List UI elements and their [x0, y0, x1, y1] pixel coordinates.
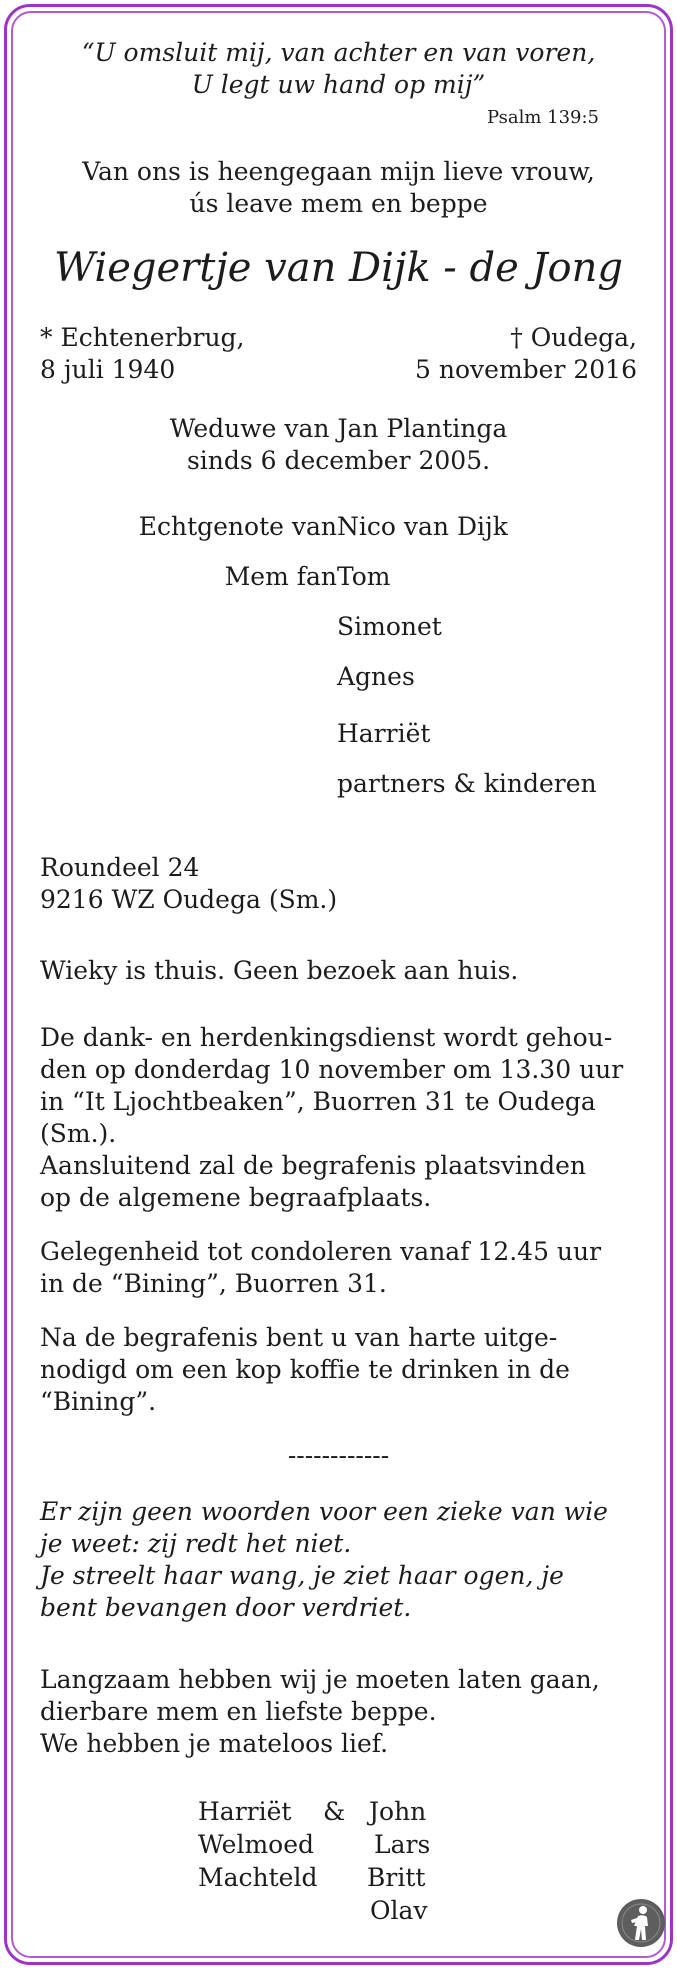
- memorial-logo-icon[interactable]: [617, 1899, 665, 1947]
- child-name: Simonet: [337, 612, 442, 641]
- death-date: 5 november 2016: [415, 355, 637, 384]
- birth-date: 8 juli 1940: [40, 355, 176, 384]
- signature-name: Harriët: [198, 1797, 292, 1826]
- ampersand: &: [323, 1797, 346, 1826]
- signature-name: Welmoed: [198, 1830, 315, 1859]
- poem-line-3: Je streelt haar wang, je ziet haar ogen, je: [40, 1561, 564, 1590]
- child-name: Agnes: [337, 662, 415, 691]
- psalm-reference: Psalm 139:5: [486, 107, 599, 128]
- signature-name: Olav: [370, 1896, 428, 1925]
- family-note: partners & kinderen: [337, 769, 597, 798]
- address-line-1: Roundeel 24: [40, 853, 200, 882]
- intro-line-2: ús leave mem en beppe: [189, 189, 488, 218]
- mother-label: Mem fan: [224, 562, 337, 591]
- farewell-line-2: dierbare mem en liefste beppe.: [40, 1697, 437, 1726]
- signature-name: John: [369, 1797, 427, 1826]
- farewell-line-3: We hebben je mateloos lief.: [40, 1729, 389, 1758]
- service-line-2: den op donderdag 10 november om 13.30 uur: [40, 1055, 624, 1084]
- birth-place: * Echtenerbrug,: [40, 323, 245, 352]
- divider: ------------: [287, 1441, 390, 1470]
- intro-line-1: Van ons is heengegaan mijn lieve vrouw,: [82, 157, 595, 186]
- coffee-line-2: nodigd om een kop koffie te drinken in de: [40, 1355, 570, 1384]
- coffee-line-3: “Bining”.: [40, 1387, 157, 1416]
- death-place: † Oudega,: [510, 323, 637, 352]
- service-line-1: De dank- en herdenkingsdienst wordt gehou-: [40, 1023, 613, 1052]
- service-line-5: Aansluitend zal de begrafenis plaatsvinden: [40, 1151, 587, 1180]
- coffee-line-1: Na de begrafenis bent u van harte uitge-: [40, 1323, 558, 1352]
- spouse-name: Nico van Dijk: [337, 512, 508, 541]
- poem-line-4: bent bevangen door verdriet.: [40, 1593, 412, 1622]
- memorial-logo-icon: [617, 1899, 665, 1947]
- signature-name: Lars: [374, 1830, 431, 1859]
- farewell-line-1: Langzaam hebben wij je moeten laten gaan,: [40, 1665, 600, 1694]
- home-notice: Wieky is thuis. Geen bezoek aan huis.: [40, 956, 519, 985]
- widow-line-2: sinds 6 december 2005.: [186, 446, 491, 475]
- motto-line-2: U legt uw hand op mij”: [191, 70, 486, 99]
- condolence-line-2: in de “Bining”, Buorren 31.: [40, 1269, 387, 1298]
- service-line-4: (Sm.).: [40, 1119, 117, 1148]
- signature-name: Machteld: [198, 1863, 318, 1892]
- poem-line-1: Er zijn geen woorden voor een zieke van wie: [40, 1497, 608, 1526]
- signature-name: Britt: [367, 1863, 426, 1892]
- child-name: Tom: [337, 562, 391, 591]
- poem-line-2: je weet: zij redt het niet.: [40, 1529, 352, 1558]
- deceased-name: Wiegertje van Dijk - de Jong: [54, 245, 623, 291]
- address-line-2: 9216 WZ Oudega (Sm.): [40, 885, 338, 914]
- widow-line-1: Weduwe van Jan Plantinga: [169, 414, 508, 443]
- service-line-6: op de algemene begraafplaats.: [40, 1183, 432, 1212]
- service-line-3: in “It Ljochtbeaken”, Buorren 31 te Oudega: [40, 1087, 596, 1116]
- condolence-line-1: Gelegenheid tot condoleren vanaf 12.45 uur: [40, 1237, 602, 1266]
- child-name: Harriët: [337, 719, 431, 748]
- motto-line-1: “U omsluit mij, van achter en van voren,: [81, 38, 596, 67]
- spouse-label: Echtgenote van: [138, 512, 337, 541]
